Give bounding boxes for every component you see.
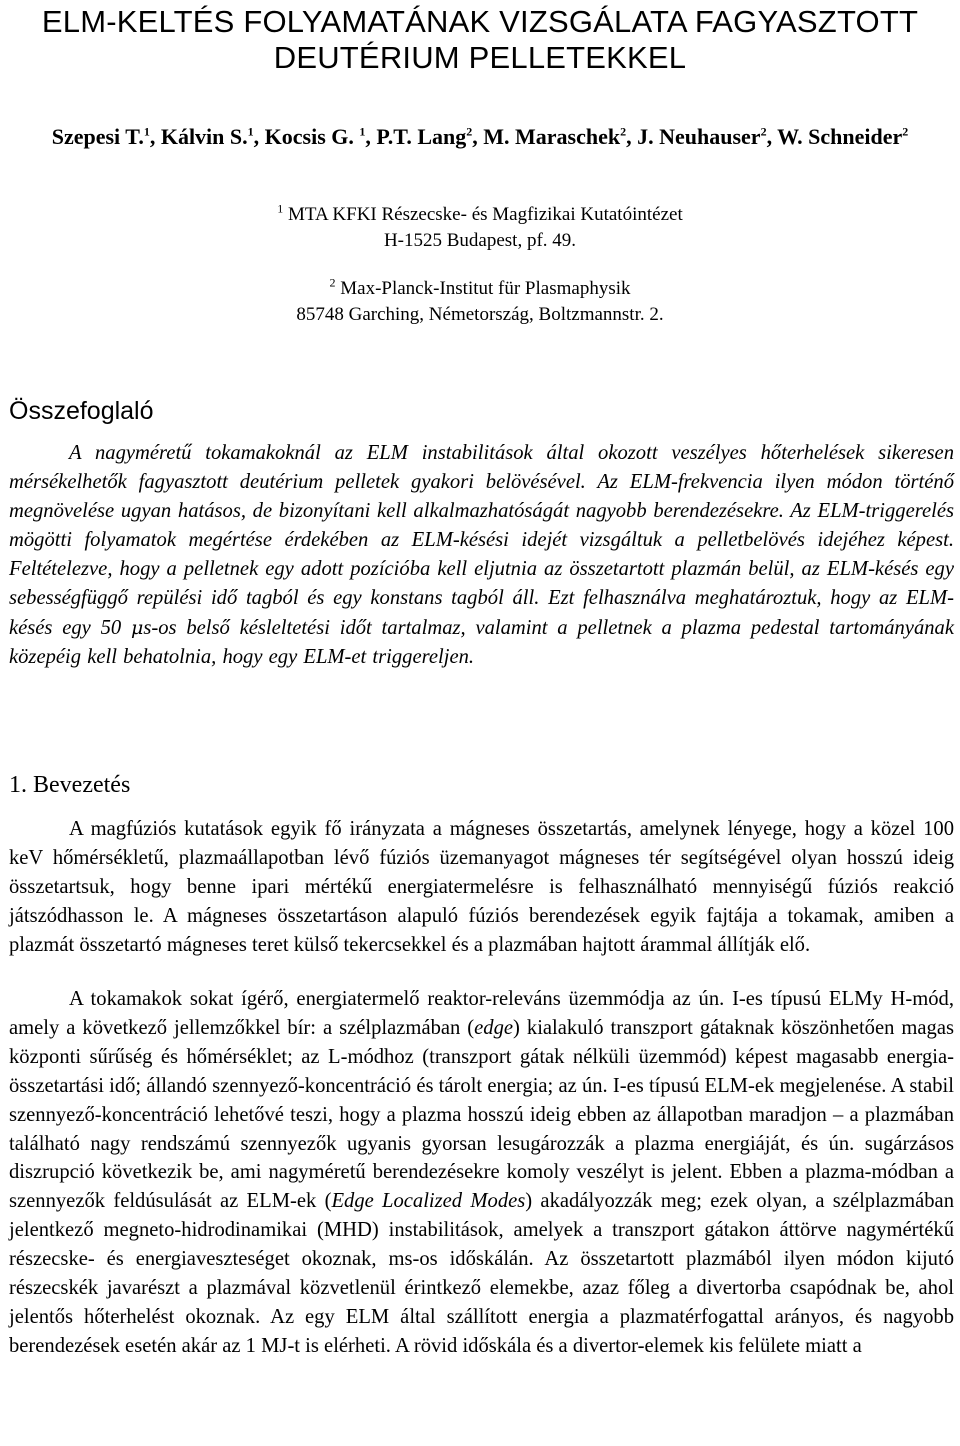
paragraph-2-part-b: ) kialakuló transzport gátaknak köszönhetően magas központi sűrűség és hőmérséklet; az L-módhoz (transzport gátak nélküli üzemmód) képest magasabb energia-összetartási idő; állandó szennyező-koncentráció és tárolt energia; az ún. I-es típusú ELM-ek megjelenése. A stabil szennyező-koncentráció lehetővé teszi, hogy a plazma hosszú ideig ebben az állapotban maradjon – a plazmában található nagy rendszámú szennyezők ugyanis gyorsan lesugározzák a plazma energiáját, és ún. sugárzásos diszrupció következik be, ami nagyméretű berendezésekre komoly veszélyt is jelent. Ebben a plazma-módban a szennyezők feldúsulását az ELM-ek ( xyxy=(9,1016,954,1213)
author-name: , M. Maraschek xyxy=(472,124,621,149)
title-line-1: ELM-KELTÉS FOLYAMATÁNAK VIZSGÁLATA FAGYASZTOTT xyxy=(41,4,919,39)
author-affil-mark: 2 xyxy=(466,124,473,139)
abstract-heading: Összefoglaló xyxy=(9,397,154,425)
author-affil-mark: 1 xyxy=(247,124,254,139)
elm-expansion-term: Edge Localized Modes xyxy=(331,1190,526,1213)
affiliation-2-mark: 2 xyxy=(329,275,336,290)
introduction-paragraph-1: A magfúziós kutatások egyik fő irányzata a mágneses összetartás, amelynek lényege, hogy a közel 100 keV hőmérsékletű, plazmaállapotban lévő fúziós üzemanyagot mágneses tér segítségével olyan hosszú ideig összetartsuk, hogy benne ipari mértékű energiatermelésre is felhasználható mennyiségű fúziós reakció játszódhasson le. A mágneses összetartáson alapuló fúziós berendezések egyik fajtája a tokamak, amiben a plazmát összetartó mágneses teret külső tekercsekkel és a plazmában hajtott árammal állítják elő. xyxy=(9,818,954,956)
abstract-text-part-1: A nagyméretű tokamakoknál az ELM instabilitások által okozott veszélyes hőterhelések sikeresen mérsékelhetők fagyasztott deutérium pelletek gyakori belövésével. Az ELM-frekvencia ilyen módon történő megnövelése ugyan hatásos, de bizonyítani kell alkalmazhatóságát nagyobb berendezésekre. Az ELM-triggerelés mögötti folyamatok megértése érdekében az ELM-késési idejét vizsgáltuk a pelletbelövés idejéhez képest. Feltételezve, hogy a pelletnek egy adott pozícióba kell eljutnia az összetartott plazmán belül, az ELM-késés egy sebességfüggő repülési idő tagból és egy konstans tagból áll. Ezt felhasználva meghatároztuk, hogy az ELM-késés egy 50 xyxy=(9,442,954,639)
affiliation-2-institute: Max-Planck-Institut für Plasmaphysik xyxy=(335,278,631,299)
author-name: , Kocsis G. xyxy=(253,124,360,149)
edge-term: edge xyxy=(474,1016,514,1039)
author-affil-mark: 2 xyxy=(902,124,909,139)
affiliation-1-address: H-1525 Budapest, pf. 49. xyxy=(383,230,577,251)
affiliation-1-mark: 1 xyxy=(277,201,284,216)
author-name: Szepesi T. xyxy=(51,124,144,149)
affiliation-1 xyxy=(0,202,960,254)
affiliation-2-address: 85748 Garching, Németország, Boltzmannstr. 2. xyxy=(296,304,664,325)
author-name: , W. Schneider xyxy=(766,124,903,149)
author-affil-mark: 1 xyxy=(359,124,366,139)
title-line-2: DEUTÉRIUM PELLETEKKEL xyxy=(273,40,687,75)
affiliation-1-institute: MTA KFKI Részecske- és Magfizikai Kutatóintézet xyxy=(283,204,683,225)
author-affil-mark: 1 xyxy=(143,124,150,139)
author-name: , J. Neuhauser xyxy=(626,124,761,149)
author-name: , Kálvin S. xyxy=(149,124,248,149)
abstract-text xyxy=(9,439,954,672)
author-affil-mark: 2 xyxy=(760,124,767,139)
author-name: , P.T. Lang xyxy=(365,124,467,149)
introduction-heading: 1. Bevezetés xyxy=(9,772,131,798)
author-list xyxy=(20,122,940,152)
abstract-text-part-2: s-os belső késleltetési időt tartalmaz, valamint a pelletnek a plazma pedestal tartományának közepéig kell behatolnia, hogy egy ELM-et triggereljen. xyxy=(9,616,954,668)
mu-symbol: μ xyxy=(131,616,144,639)
affiliation-2 xyxy=(0,276,960,328)
paragraph-2-part-c: ) akadályozzák meg; ezek olyan, a szélplazmában jelentkező megneto-hidrodinamikai (MHD) instabilitások, amelyek a transzport gátakon áttörve nagymértékű részecske- és energiaveszteséget okoznak, ms-os időskálán. Az összetartott plazmából ilyen módon kijutó részecskék javarészt a plazmával közvetlenül érintkező elemekbe, azaz főleg a divertorba csapódnak be, ahol jelentős hőterhelést okoznak. Az egy ELM által szállított energia a plazmatérfogattal arányos, és nagyobb berendezések esetén akár az 1 MJ-t is elérheti. A rövid időskála és a divertor-elemek kis felülete miatt a xyxy=(9,1190,954,1357)
paragraph-2-part-a: A tokamakok sokat ígérő, energiatermelő reaktor-releváns üzemmódja az ún. I-es típusú ELMy H-mód, amely a következő jellemzőkkel bír: a szélplazmában ( xyxy=(9,988,954,1039)
introduction-paragraph-2 xyxy=(9,985,954,1361)
paper-title xyxy=(0,4,960,76)
author-affil-mark: 2 xyxy=(620,124,627,139)
